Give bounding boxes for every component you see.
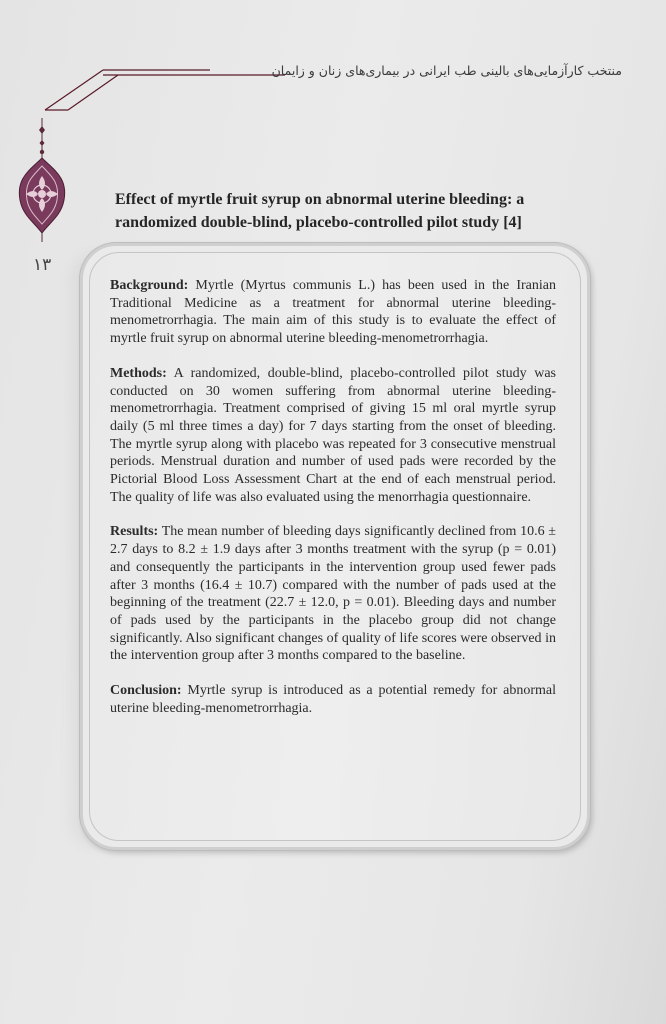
- results-paragraph: [110, 523, 556, 665]
- article-title: Effect of myrtle fruit syrup on abnormal uterine bleeding: a randomized double-blind, placebo-controlled pilot study [4]: [115, 191, 525, 231]
- abstract-body: [110, 277, 556, 734]
- background-paragraph: [110, 277, 556, 348]
- background-text: Myrtle (Myrtus communis L.) has been used in the Iranian Traditional Medicine as a treatment for abnormal uterine bleeding-menometrorrhagia. The main aim of this study is to evaluate the effect of myrtle fruit syrup on abnormal uterine bleeding-menometrorrhagia.: [110, 278, 556, 347]
- floral-ornament-icon: [12, 118, 72, 243]
- conclusion-paragraph: [110, 682, 556, 717]
- background-heading: Background:: [110, 278, 189, 293]
- results-text: The mean number of bleeding days significantly declined from 10.6 ± 2.7 days to 8.2 ± 1.9 days after 3 months treatment with the syrup (p = 0.01) and consequently the participants in the intervention group used fewer pads after 3 months (16.4 ± 10.7) compared with the number of pads used at the beginning of the treatment (22.7 ± 12.0, p = 0.01). Bleeding days and number of pads used by the participants in the placebo group did not change significantly. Also significant changes of quality of life scores were observed in the intervention group after 3 months compared to the baseline.: [110, 524, 556, 664]
- methods-text: A randomized, double-blind, placebo-controlled pilot study was conducted on 30 women suffering from abnormal uterine bleeding-menometrorrhagia. Treatment comprised of giving 15 ml oral myrtle syrup daily (5 ml three times a day) for 7 days starting from the onset of bleeding. The myrtle syrup along with placebo was repeated for 3 consecutive menstrual periods. Menstrual duration and number of used pads were recorded by the Pictorial Blood Loss Assessment Chart at the end of each menstrual period. The quality of life was also evaluated using the menorrhagia questionnaire.: [110, 365, 556, 505]
- results-heading: Results:: [110, 524, 159, 540]
- conclusion-text: Myrtle syrup is introduced as a potential remedy for abnormal uterine bleeding-menometrorrhagia.: [110, 683, 556, 716]
- methods-paragraph: [110, 365, 556, 507]
- running-header-title: منتخب کارآزمایی‌های بالینی طب ایرانی در بیماری‌های زنان و زایمان: [271, 63, 622, 78]
- methods-heading: Methods:: [110, 365, 167, 381]
- conclusion-heading: Conclusion:: [110, 683, 182, 699]
- page-number: ۱۳: [33, 255, 52, 275]
